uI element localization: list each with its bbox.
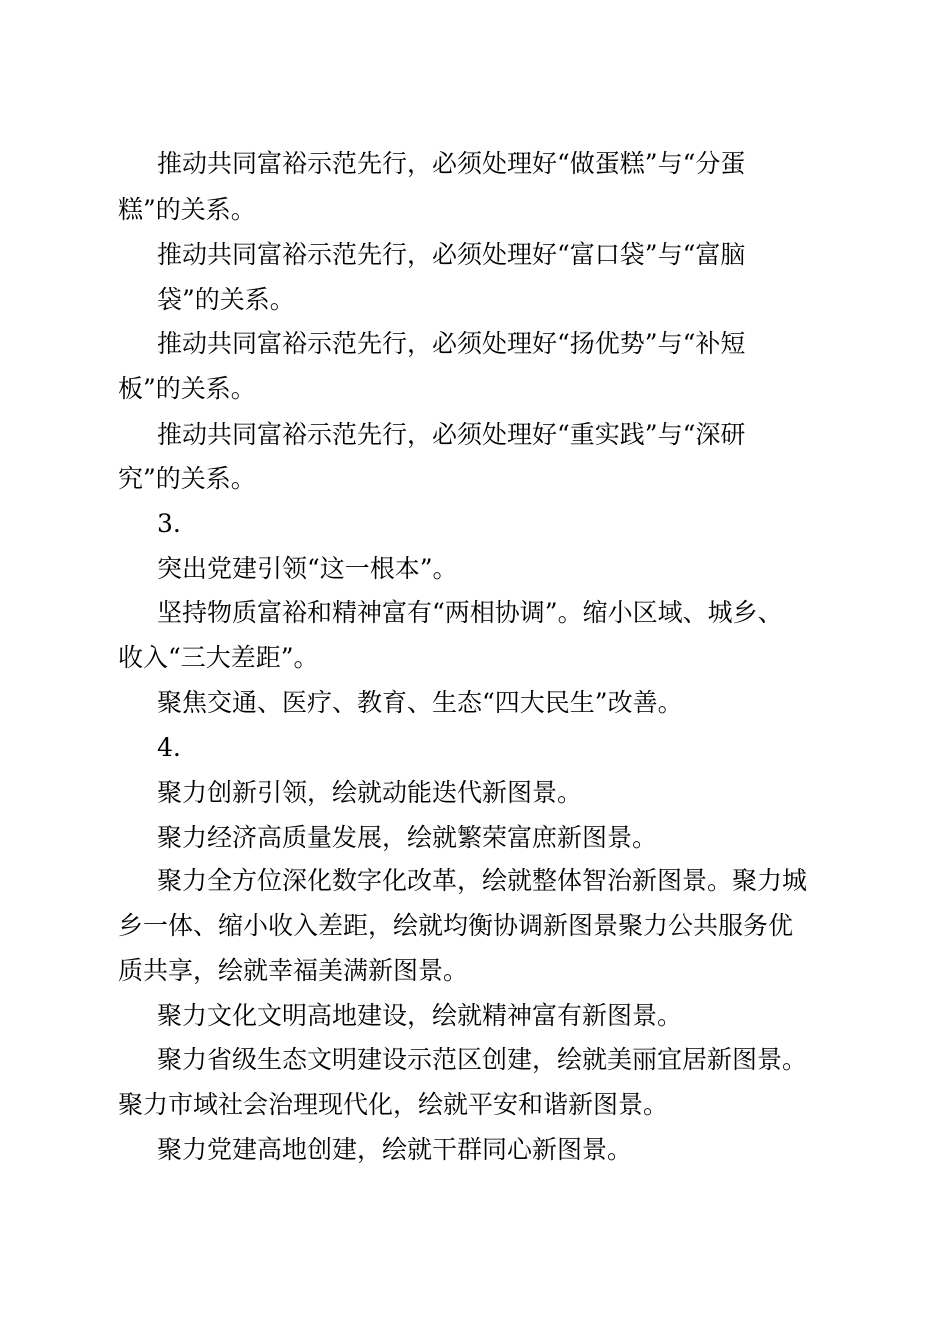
paragraph-12-line-2: 乡一体、缩小收入差距，绘就均衡协调新图景聚力公共服务优 bbox=[118, 911, 794, 940]
paragraph-15-line-1: 聚力党建高地创建，绘就干群同心新图景。 bbox=[157, 1135, 633, 1164]
paragraph-7-line-1: 坚持物质富裕和精神富有“两相协调”。缩小区域、城乡、 bbox=[157, 598, 783, 627]
paragraph-7-line-2: 收入“三大差距”。 bbox=[118, 643, 319, 672]
paragraph-14-line-1: 聚力省级生态文明建设示范区创建，绘就美丽宜居新图景。 bbox=[157, 1045, 808, 1074]
paragraph-4-line-2: 究”的关系。 bbox=[118, 464, 256, 493]
paragraph-1-line-1: 推动共同富裕示范先行，必须处理好“做蛋糕”与“分蛋 bbox=[157, 149, 746, 178]
paragraph-4-line-1: 推动共同富裕示范先行，必须处理好“重实践”与“深研 bbox=[157, 420, 746, 449]
section-number-4: 4. bbox=[157, 733, 181, 762]
paragraph-8-line-1: 聚焦交通、医疗、教育、生态“四大民生”改善。 bbox=[157, 688, 683, 717]
paragraph-11-line-1: 聚力经济高质量发展，绘就繁荣富庶新图景。 bbox=[157, 823, 658, 852]
paragraph-3-line-1: 推动共同富裕示范先行，必须处理好“扬优势”与“补短 bbox=[157, 329, 746, 358]
paragraph-12-line-1: 聚力全方位深化数字化改革，绘就整体智治新图景。聚力城 bbox=[157, 866, 808, 895]
paragraph-14-line-2: 聚力市域社会治理现代化，绘就平安和谐新图景。 bbox=[118, 1090, 669, 1119]
paragraph-12-line-3: 质共享，绘就幸福美满新图景。 bbox=[118, 956, 469, 985]
paragraph-13-line-1: 聚力文化文明高地建设，绘就精神富有新图景。 bbox=[157, 1001, 683, 1030]
section-number-3: 3. bbox=[157, 509, 181, 538]
paragraph-2-line-1: 推动共同富裕示范先行，必须处理好“富口袋”与“富脑 bbox=[157, 240, 746, 269]
paragraph-3-line-2: 板”的关系。 bbox=[118, 374, 256, 403]
paragraph-1-line-2: 糕”的关系。 bbox=[118, 195, 256, 224]
paragraph-6-line-1: 突出党建引领“这一根本”。 bbox=[157, 554, 458, 583]
paragraph-2-line-2: 袋”的关系。 bbox=[157, 285, 295, 314]
paragraph-10-line-1: 聚力创新引领，绘就动能迭代新图景。 bbox=[157, 778, 583, 807]
